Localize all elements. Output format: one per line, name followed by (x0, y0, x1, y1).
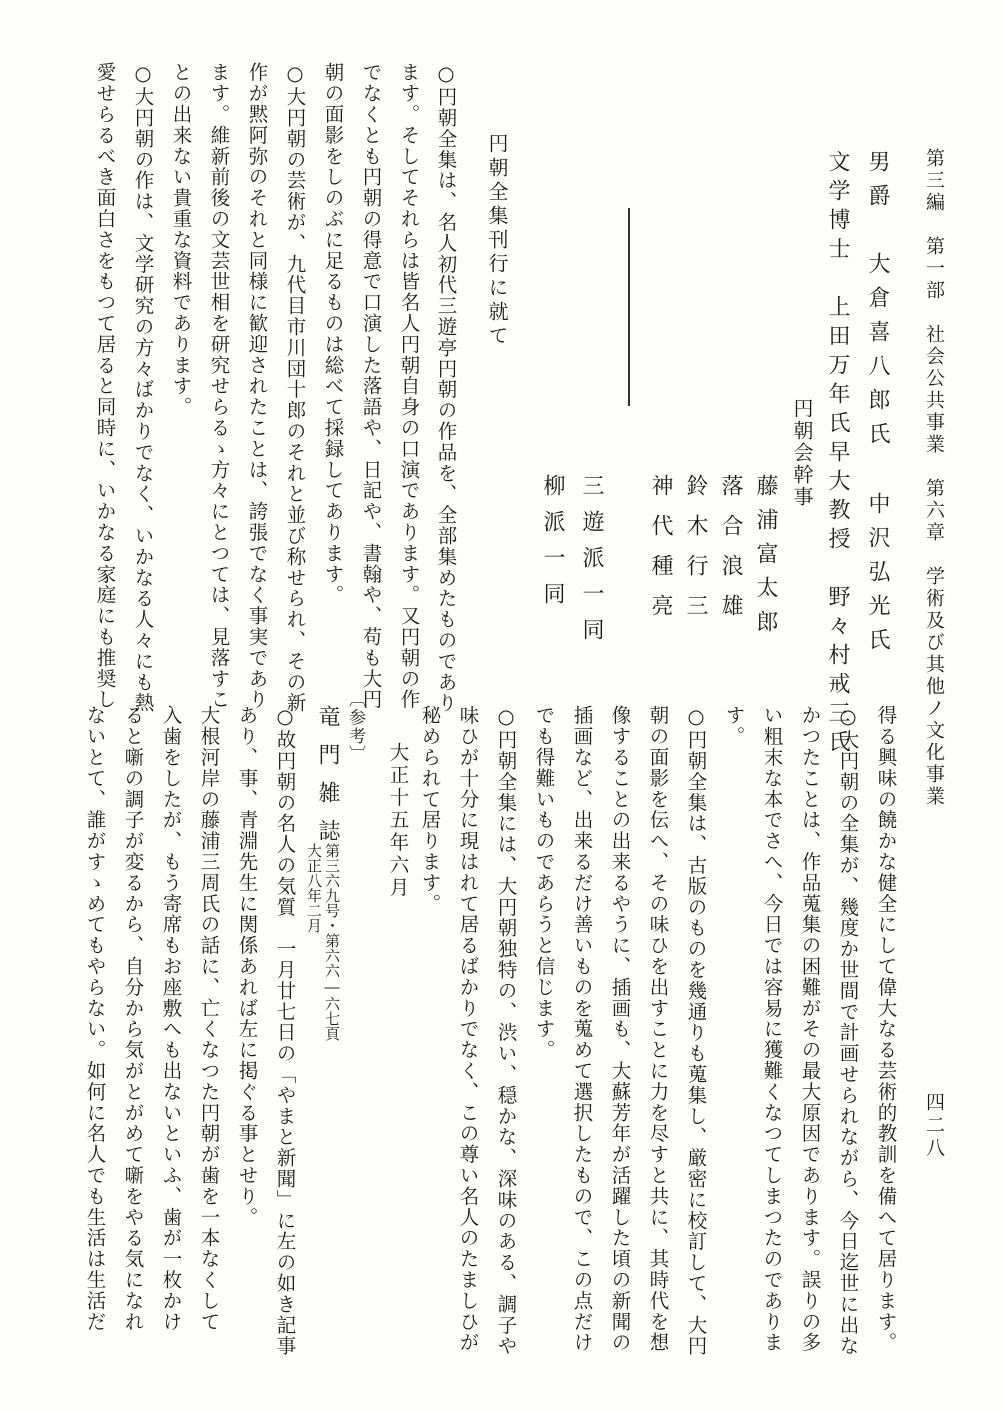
upper-line: 愛せらるべき面白さをもつて居ると同時に、いかなる家庭にも推奨し (93, 62, 117, 710)
lower-line: す。 (722, 705, 746, 747)
name-fujiura: 藤浦富太郎 (753, 474, 778, 644)
group-sanyuha: 三遊派一同 (579, 474, 604, 654)
lower-line: あり、事、青淵先生に関係あれば左に掲ぐる事とせり。 (235, 705, 259, 1228)
upper-line: ます。維新前後の文芸世相を研究せらるゝ方々にとつては、見落すこ (207, 62, 231, 710)
name-ueda: 文学博士 上田万年氏 (825, 150, 850, 440)
upper-line: でなくとも円朝の得意で口演した落語や、日記や、書翰や、苟も大円 (359, 62, 383, 710)
lower-line: かつたことは、作品蒐集の困難がその最大原因であります。誤りの多 (798, 705, 822, 1353)
lower-line: 秘められて居ります。 (418, 705, 442, 914)
group-yanagiha: 柳派一同 (540, 474, 565, 618)
lower-line: 插画など、出来るだけ善いものを蒐めて選択したもので、この点だけ (570, 705, 594, 1353)
divider-rule (628, 208, 630, 406)
lower-line: ○大円朝の全集が、幾度か世間で計画せられながら、今日迄世に出な (836, 705, 860, 1357)
lower-line: 像することの出来るやうに、插画も、大蘇芳年が活躍した頃の新聞の (608, 705, 632, 1353)
lower-line: 味ひが十分に現はれて居るばかりでなく、この尊い名人のたましひが (456, 705, 480, 1353)
upper-line: 作が黙阿弥のそれと同様に歓迎されたことは、誇張でなく事実であり (245, 62, 269, 710)
running-head: 第三編 第一部 社会公共事業 第六章 学術及び其他ノ文化事業 (923, 148, 945, 808)
section-title: 円朝全集刊行に就て (485, 133, 509, 349)
date: 大正十五年六月 (386, 742, 410, 900)
upper-line: との出来ない貴重な資料であります。 (169, 62, 193, 418)
circle-secretary-label: 円朝会幹事 (790, 398, 814, 508)
name-ochiai: 落合浪雄 (718, 474, 743, 634)
lower-line: ないとて、誰がすゝめてもやらない。如何に名人でも生活は生活だ (83, 705, 107, 1332)
lower-line: ○円朝全集は、古版のものを幾通りも蒐集し、厳密に校訂して、大円 (684, 705, 708, 1357)
name-suzuki: 鈴木行三 (683, 474, 708, 634)
lower-line: でも得難いものであらうと信じます。 (532, 705, 556, 1061)
lower-line: 得る興味の饒かな健全にして偉大なる芸術的教訓を備へて居ります。 (874, 705, 898, 1353)
lower-line: 入歯をしたが、もう寄席もお座敷へも出ないといふ、歯が一枚かけ (159, 705, 183, 1332)
lower-line: ○故円朝の名人の気質 一月廿七日の「やまと新聞」に左の如き記事 (273, 705, 297, 1357)
lower-line: 朝の面影を伝へ、その味ひを出すことに力を尽すと共に、其時代を想 (646, 705, 670, 1353)
lower-line: い粗末な本でさへ、今日では容易に獲難くなつてしまつたのでありま (760, 705, 784, 1353)
name-nonomura: 早大教授 野々村戒三氏 (825, 440, 850, 759)
upper-line: 朝の面影をしのぶに足るものは総べて採録してあります。 (321, 62, 345, 606)
page-number: 四二八 (923, 1092, 945, 1161)
upper-line: ○円朝全集は、名人初代三遊亭円朝の作品を、全部集めたものであり (434, 62, 458, 714)
reference-label: 〔参考〕 (345, 690, 365, 764)
lower-line: 大根河岸の藤浦三周氏の話に、亡くなつた円朝が歯を一本なくして (197, 705, 221, 1332)
upper-line: ○大円朝の芸術が、九代目市川団十郎のそれと並び称せられ、その新 (283, 62, 307, 714)
magazine-date: 大正八年二月 (305, 843, 323, 933)
name-okura: 男爵 大倉喜八郎氏 (865, 150, 890, 456)
name-nakazawa: 中沢弘光氏 (865, 492, 890, 662)
upper-line: ○大円朝の作は、文学研究の方々ばかりでなく、いかなる人々にも熱 (131, 62, 155, 714)
lower-line: ると噺の調子が変るから、自分から気がとがめて噺をやる気になれ (121, 705, 145, 1332)
upper-line: ます。そしてそれらは皆名人円朝自身の口演であります。又円朝の作 (397, 62, 421, 710)
lower-line: ○円朝全集には、大円朝独特の、渋い、穏かな、深味のある、調子や (494, 705, 518, 1357)
magazine-title: 竜門雑誌 (315, 705, 340, 857)
name-kojiro: 神代種亮 (648, 474, 673, 634)
magazine-issue: 第三六九号・第六六―六七頁 (323, 843, 341, 1041)
